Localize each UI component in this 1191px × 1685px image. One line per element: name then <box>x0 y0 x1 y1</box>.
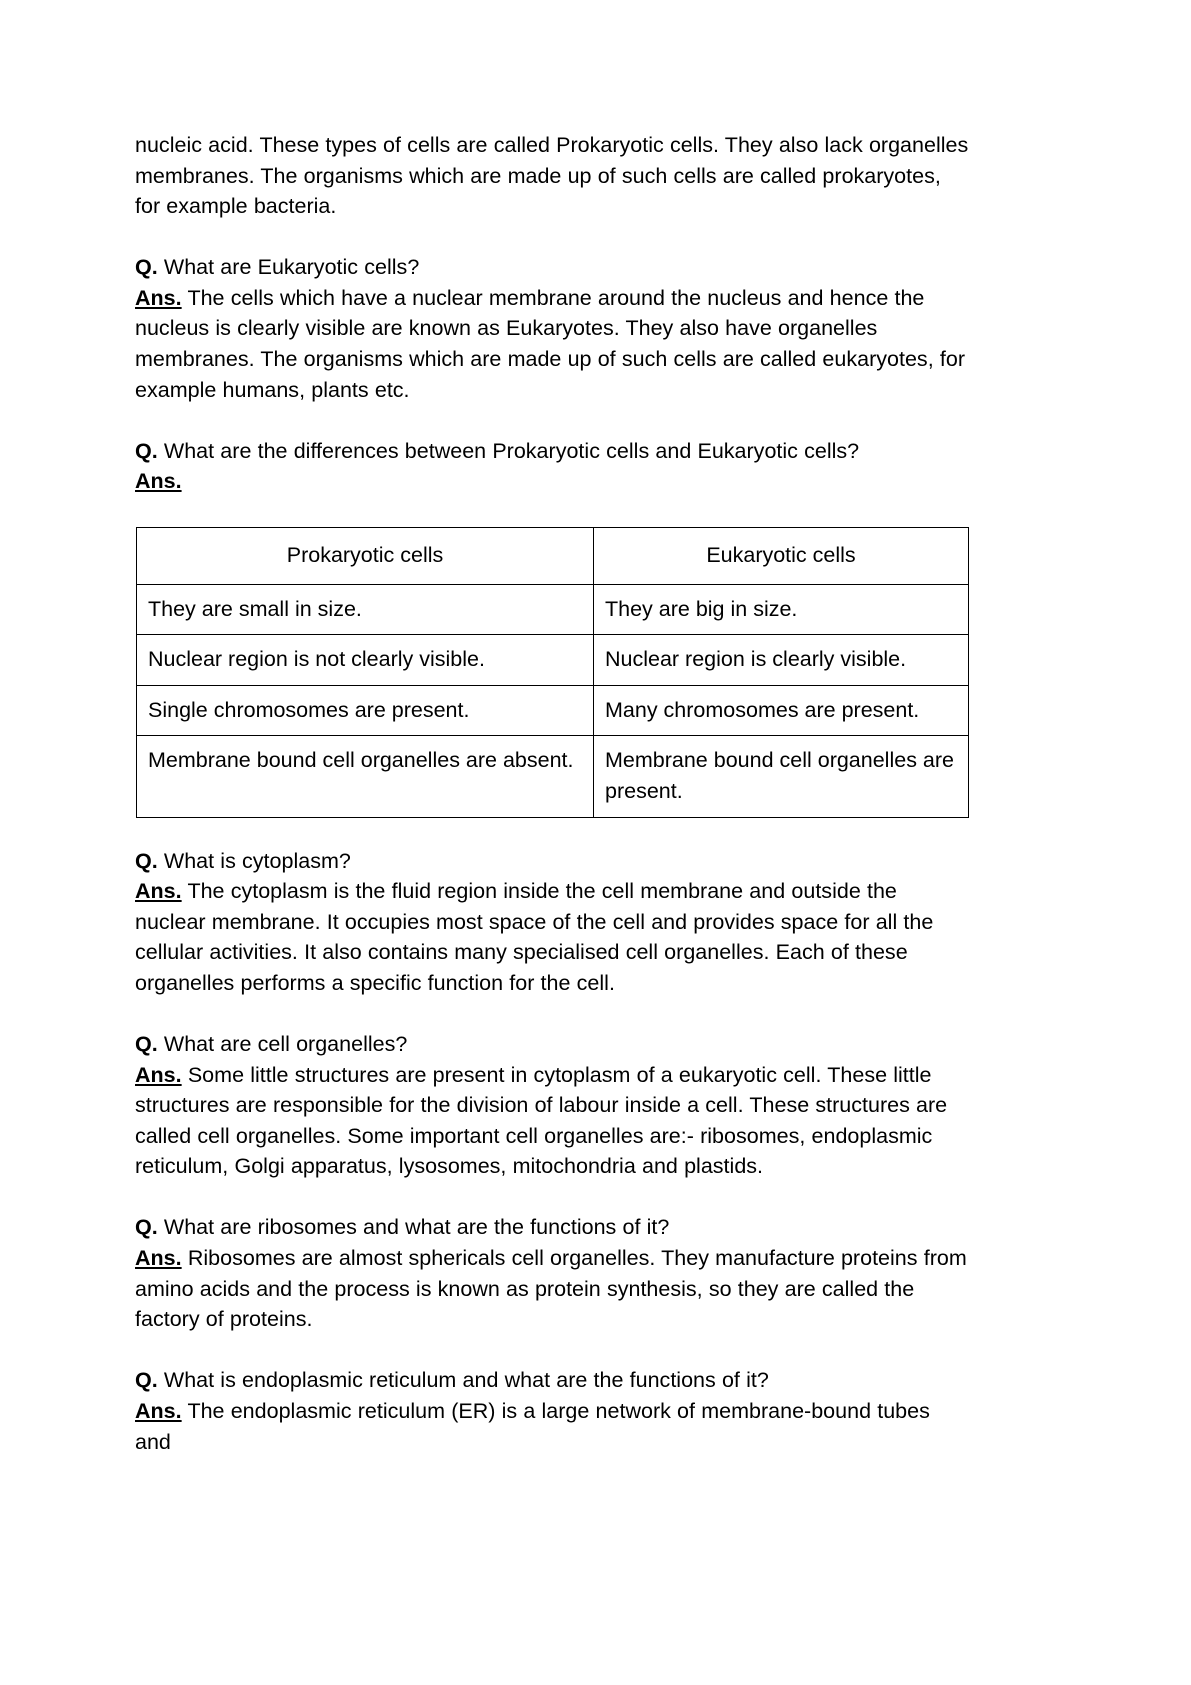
answer-text: Ribosomes are almost sphericals cell organelles. They manufacture proteins from amino acids and the process is known as protein synthesis, so they are called the factory of proteins. <box>135 1246 967 1332</box>
question-label: Q. <box>135 255 158 280</box>
question-label: Q. <box>135 438 158 463</box>
table-cell-prokaryotic: Single chromosomes are present. <box>137 685 594 736</box>
column-header-eukaryotic: Eukaryotic cells <box>594 527 969 584</box>
answer-eukaryotic-cells <box>135 283 971 405</box>
table-cell-prokaryotic: They are small in size. <box>137 584 594 635</box>
table-cell-prokaryotic: Nuclear region is not clearly visible. <box>137 635 594 686</box>
question-label: Q. <box>135 1215 158 1240</box>
qa-block-cell-organelles <box>135 1029 971 1182</box>
answer-differences <box>135 466 971 497</box>
question-text: What are the differences between Prokaryotic cells and Eukaryotic cells? <box>163 438 860 463</box>
question-text: What are cell organelles? <box>163 1031 408 1056</box>
table-header-row <box>137 527 969 584</box>
question-text: What are ribosomes and what are the functions of it? <box>163 1215 670 1240</box>
qa-block-eukaryotic-cells <box>135 252 971 405</box>
answer-cell-organelles <box>135 1060 971 1182</box>
answer-cytoplasm <box>135 876 971 998</box>
answer-label: Ans. <box>135 469 182 494</box>
question-cell-organelles <box>135 1029 971 1060</box>
answer-text: Some little structures are present in cytoplasm of a eukaryotic cell. These little structures are responsible for the division of labour inside a cell. These structures are called cell organelles. Some important cell organelles are:- ribosomes, endoplasmic reticulum, Golgi apparatus, lysosomes, mitochondria and plastids. <box>135 1062 948 1179</box>
question-label: Q. <box>135 1031 158 1056</box>
question-eukaryotic-cells <box>135 252 971 283</box>
question-ribosomes <box>135 1212 971 1243</box>
question-cytoplasm <box>135 846 971 877</box>
prokaryotic-eukaryotic-comparison-table <box>136 527 969 818</box>
question-label: Q. <box>135 1368 158 1393</box>
qa-block-differences <box>135 436 971 497</box>
answer-label: Ans. <box>135 285 182 310</box>
question-text: What is cytoplasm? <box>163 848 351 873</box>
table-cell-prokaryotic: Membrane bound cell organelles are absent. <box>137 736 594 817</box>
page-content <box>135 130 971 1457</box>
answer-text: The endoplasmic reticulum (ER) is a large network of membrane-bound tubes and <box>135 1398 930 1454</box>
answer-label: Ans. <box>135 1062 182 1087</box>
table-row <box>137 736 969 817</box>
table-cell-eukaryotic: Nuclear region is clearly visible. <box>594 635 969 686</box>
table-row <box>137 685 969 736</box>
question-differences <box>135 436 971 467</box>
table-cell-eukaryotic: Membrane bound cell organelles are present. <box>594 736 969 817</box>
answer-label: Ans. <box>135 1398 182 1423</box>
question-endoplasmic-reticulum <box>135 1365 971 1396</box>
answer-text: The cytoplasm is the fluid region inside the cell membrane and outside the nuclear membrane. It occupies most space of the cell and provides space for all the cellular activities. It also contains many specialised cell organelles. Each of these organelles performs a specific function for the cell. <box>135 879 934 995</box>
question-text: What is endoplasmic reticulum and what are the functions of it? <box>163 1368 769 1393</box>
answer-label: Ans. <box>135 1246 182 1271</box>
answer-text: The cells which have a nuclear membrane around the nucleus and hence the nucleus is clearly visible are known as Eukaryotes. They also have organelles membranes. The organisms which are made up of such cells are called eukaryotes, for example humans, plants etc. <box>135 285 965 402</box>
question-text: What are Eukaryotic cells? <box>163 255 420 280</box>
answer-label: Ans. <box>135 879 182 904</box>
question-label: Q. <box>135 848 158 873</box>
table-row <box>137 635 969 686</box>
qa-block-cytoplasm <box>135 846 971 999</box>
continued-paragraph-text: nucleic acid. These types of cells are called Prokaryotic cells. They also lack organelles membranes. The organisms which are made up of such cells are called prokaryotes, for example bacteria. <box>135 133 969 219</box>
answer-endoplasmic-reticulum <box>135 1396 971 1457</box>
column-header-prokaryotic: Prokaryotic cells <box>137 527 594 584</box>
table-row <box>137 584 969 635</box>
qa-block-endoplasmic-reticulum <box>135 1365 971 1457</box>
table-cell-eukaryotic: Many chromosomes are present. <box>594 685 969 736</box>
qa-block-ribosomes <box>135 1212 971 1334</box>
continued-paragraph-block <box>135 130 971 222</box>
table-cell-eukaryotic: They are big in size. <box>594 584 969 635</box>
answer-ribosomes <box>135 1243 971 1335</box>
